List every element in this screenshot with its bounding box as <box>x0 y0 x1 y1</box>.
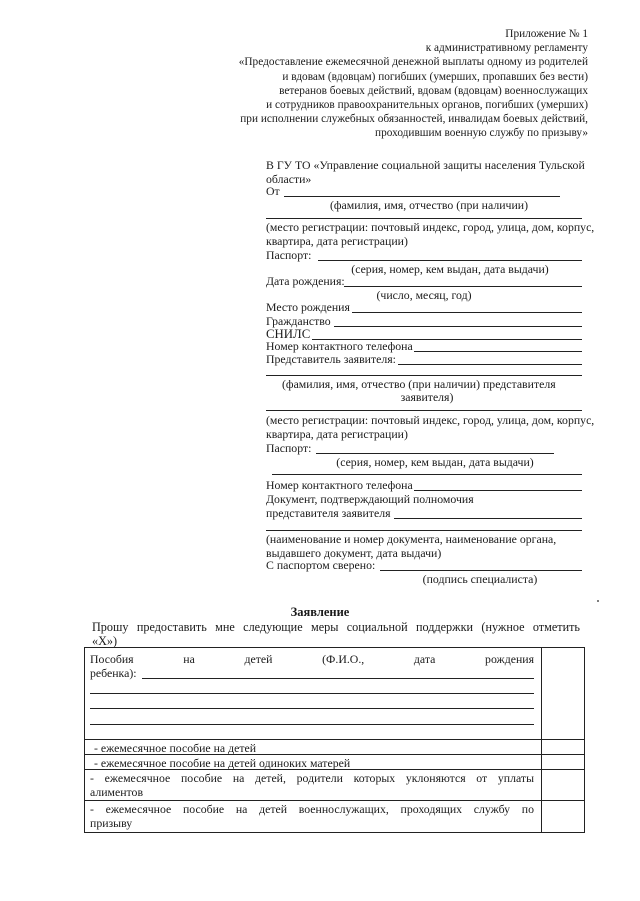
table-row-4-line-1: - ежемесячное пособие на детей, родители которых уклоняются от уплаты <box>90 771 534 785</box>
document-field-line-2[interactable] <box>266 530 582 531</box>
header-block <box>168 27 588 141</box>
statement-intro-2: «Х») <box>92 634 118 648</box>
table-row-3: - ежемесячное пособие на детей одиноких матерей <box>94 756 351 770</box>
representative-field-line-2[interactable] <box>266 375 582 376</box>
addressee-line-2: области» <box>266 172 312 186</box>
birthdate-caption: (число, месяц, год) <box>376 288 472 302</box>
table-row-4-line-2: алиментов <box>90 785 144 799</box>
birthplace-label: Место рождения <box>266 300 350 314</box>
representative-field[interactable] <box>398 364 582 365</box>
stray-dot <box>597 600 599 602</box>
representative-label: Представитель заявителя: <box>266 352 396 366</box>
table-row-divider <box>84 800 585 801</box>
child-info-field-3[interactable] <box>90 708 534 709</box>
option-checkbox-conscripts[interactable] <box>542 801 584 832</box>
citizenship-label: Гражданство <box>266 314 331 328</box>
document-caption-2: выдавшего документ, дата выдачи) <box>266 546 442 560</box>
header-line: «Предоставление ежемесячной денежной выплаты одному из родителей <box>238 56 588 69</box>
document-label-1: Документ, подтверждающий полномочия <box>266 492 474 506</box>
passport-caption: (серия, номер, кем выдан, дата выдачи) <box>351 262 549 276</box>
from-field[interactable] <box>284 196 560 197</box>
registration-caption-2: квартира, дата регистрации) <box>266 234 408 248</box>
rep-registration-caption-2: квартира, дата регистрации) <box>266 427 408 441</box>
statement-intro-1: Прошу предоставить мне следующие меры социальной поддержки (нужное отметить <box>92 620 580 634</box>
citizenship-field[interactable] <box>334 326 582 327</box>
rep-registration-field[interactable] <box>266 410 582 411</box>
fio-field-line-2[interactable] <box>266 218 582 219</box>
table-row-5-line-2: призыву <box>90 816 133 830</box>
child-info-field-4[interactable] <box>90 724 534 725</box>
header-line: и сотрудников правоохранительных органов, погибших (умерших) <box>266 99 588 112</box>
rep-passport-field[interactable] <box>316 453 554 454</box>
verified-label: С паспортом сверено: <box>266 558 376 572</box>
rep-passport-caption: (серия, номер, кем выдан, дата выдачи) <box>336 455 534 469</box>
passport-field[interactable] <box>318 260 582 261</box>
birthplace-field[interactable] <box>352 312 582 313</box>
option-checkbox-monthly-benefit[interactable] <box>542 740 584 753</box>
from-label: От <box>266 184 280 198</box>
rep-phone-field[interactable] <box>414 490 582 491</box>
snils-label: СНИЛС <box>266 327 311 341</box>
header-line: и вдовам (вдовцам) погибших (умерших, пропавших без вести) <box>282 70 588 83</box>
rep-extra-field[interactable] <box>272 474 582 475</box>
document-field[interactable] <box>394 518 582 519</box>
header-line: проходившим военную службу по призыву» <box>375 127 588 140</box>
table-row-2: - ежемесячное пособие на детей <box>94 741 257 755</box>
child-info-field-2[interactable] <box>90 693 534 694</box>
verified-signature-field[interactable] <box>380 570 582 571</box>
table-row-divider <box>84 769 585 770</box>
registration-caption-1: (место регистрации: почтовый индекс, город, улица, дом, корпус, <box>266 220 595 234</box>
document-label-2: представителя заявителя <box>266 506 391 520</box>
option-checkbox-child-benefits[interactable] <box>542 648 584 738</box>
statement-title: Заявление <box>290 605 350 619</box>
document-caption-1: (наименование и номер документа, наименование органа, <box>266 532 557 546</box>
signature-caption: (подпись специалиста) <box>422 572 538 586</box>
rep-fio-caption-1: (фамилия, имя, отчество (при наличии) представителя <box>282 377 556 391</box>
header-line: ветеранов боевых действий, вдовам (вдовцам) военнослужащих <box>279 84 588 97</box>
rep-passport-label: Паспорт: <box>266 441 312 455</box>
phone-label: Номер контактного телефона <box>266 339 413 353</box>
table-row-divider <box>84 739 585 740</box>
passport-label: Паспорт: <box>266 248 312 262</box>
table-row-5-line-1: - ежемесячное пособие на детей военнослужащих, проходящих службу по <box>90 802 534 816</box>
phone-field[interactable] <box>414 351 582 352</box>
rep-phone-label: Номер контактного телефона <box>266 478 413 492</box>
option-checkbox-single-mothers[interactable] <box>542 755 584 768</box>
header-line: при исполнении служебных обязанностей, инвалидам боевых действий, <box>240 113 588 126</box>
table-row-1-line-2: ребенка): <box>90 666 137 680</box>
child-info-field-1[interactable] <box>142 678 534 679</box>
table-row-divider <box>84 754 585 755</box>
header-line: Приложение № 1 <box>505 28 588 40</box>
addressee-line-1: В ГУ ТО «Управление социальной защиты населения Тульской <box>266 158 585 172</box>
rep-fio-caption-2: заявителя) <box>400 390 454 404</box>
option-checkbox-alimony[interactable] <box>542 770 584 799</box>
table-row-1-line-1: Пособия на детей (Ф.И.О., дата рождения <box>90 652 534 666</box>
birthdate-label: Дата рождения: <box>266 274 345 288</box>
birthdate-field[interactable] <box>344 286 582 287</box>
fio-caption: (фамилия, имя, отчество (при наличии) <box>329 198 529 212</box>
rep-registration-caption-1: (место регистрации: почтовый индекс, город, улица, дом, корпус, <box>266 413 595 427</box>
header-line: к административному регламенту <box>425 42 588 55</box>
